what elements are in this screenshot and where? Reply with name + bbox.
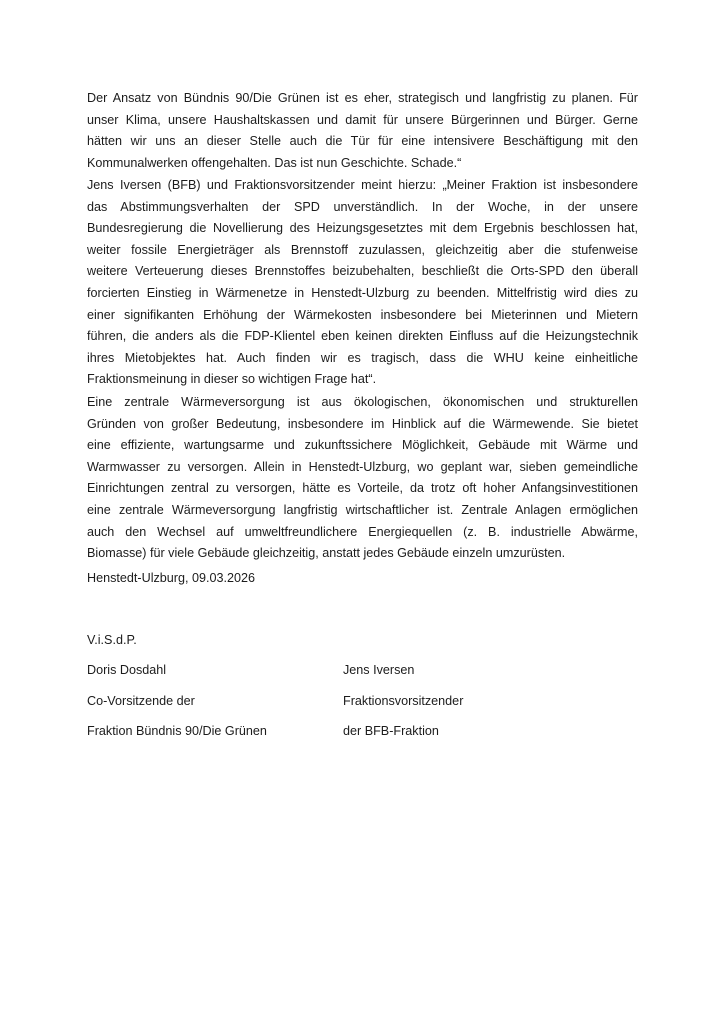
visdp-label: V.i.S.d.P. [87, 633, 137, 647]
text-line: Jens Iversen (BFB) und Fraktionsvorsitzender meint hierzu: „Meiner Fraktion ist insbesondere [87, 178, 638, 192]
text-line: Gründen von großer Bedeutung, insbesondere im Hinblick auf die Wärmewende. Sie bietet [87, 416, 638, 431]
text-line: eine zentrale Wärmeversorgung langfristig wirtschaftlicher ist. Zentrale Anlagen ermöglichen [87, 502, 638, 517]
text-line: weitere Verteuerung dieses Brennstoffes beizubehalten, beschließt die Orts-SPD den überall [87, 264, 638, 279]
text-line: das Abstimmungsverhalten der SPD unverständlich. In der Woche, in der unsere [87, 199, 638, 214]
text-line: Einrichtungen zentral zu versorgen, hätte es Vorteile, da trotz oft hoher Anfangsinvestitionen [87, 481, 638, 496]
signatory-1-name: Doris Dosdahl [87, 663, 167, 677]
paragraph-3 [87, 392, 638, 565]
text-line: Bundesregierung die Novellierung des Heizungsgesetztes mit dem Ergebnis beschlossen hat, [87, 221, 638, 236]
text-line: Eine zentrale Wärmeversorgung ist aus ökologischen, ökonomischen und strukturellen [87, 395, 638, 409]
text-line: forcierten Einstieg in Wärmenetze in Henstedt-Ulzburg zu beenden. Mittelfristig wird dies zu [87, 285, 638, 300]
text-line: weiter fossile Energieträger als Brennstoff zuzulassen, gleichzeitig aber die stufenweise [87, 242, 638, 257]
text-line: eine effiziente, wartungsarme und zukunftssichere Möglichkeit, Gebäude mit Wärme und [87, 438, 638, 453]
signatory-1-role: Co-Vorsitzende der [87, 694, 195, 708]
text-line: auch den Wechsel auf umweltfreundlichere Energiequellen (z. B. industrielle Abwärme, [87, 524, 638, 539]
signatory-2-role: Fraktionsvorsitzender [343, 694, 464, 708]
text-line: führen, die anders als die FDP-Klientel eben keinen direkten Einfluss auf die Heizungstechnik [87, 329, 638, 344]
signatory-1-group: Fraktion Bündnis 90/Die Grünen [87, 724, 267, 738]
text-line: hätten wir uns an dieser Stelle auch die Tür für eine intensivere Beschäftigung mit den [87, 134, 638, 149]
text-line: ihres Mietobjektes hat. Auch finden wir es tragisch, dass die WHU keine einheitliche [87, 350, 638, 365]
text-line: Der Ansatz von Bündnis 90/Die Grünen ist es eher, strategisch und langfristig zu planen. Für [87, 91, 638, 105]
text-line: Fraktionsmeinung in dieser so wichtigen Frage hat“. [87, 372, 377, 387]
text-line: Warmwasser zu versorgen. Allein in Henstedt-Ulzburg, wo geplant war, sieben gemeindliche [87, 459, 638, 474]
signatory-2-name: Jens Iversen [343, 663, 415, 677]
paragraph-2 [87, 175, 638, 391]
text-line: Biomasse) für viele Gebäude gleichzeitig, anstatt jedes Gebäude einzeln umzurüsten. [87, 546, 566, 561]
signatory-2-group: der BFB-Fraktion [343, 724, 439, 738]
text-line: unser Klima, unsere Haushaltskassen und damit für unsere Bürgerinnen und Bürger. Gerne [87, 112, 638, 127]
text-line: Kommunalwerken offengehalten. Das ist nun Geschichte. Schade.“ [87, 155, 462, 170]
text-line: einer signifikanten Erhöhung der Wärmekosten insbesondere bei Mieterinnen und Mietern [87, 307, 638, 322]
place-date: Henstedt-Ulzburg, 09.03.2026 [87, 571, 256, 585]
paragraph-1 [87, 88, 638, 174]
